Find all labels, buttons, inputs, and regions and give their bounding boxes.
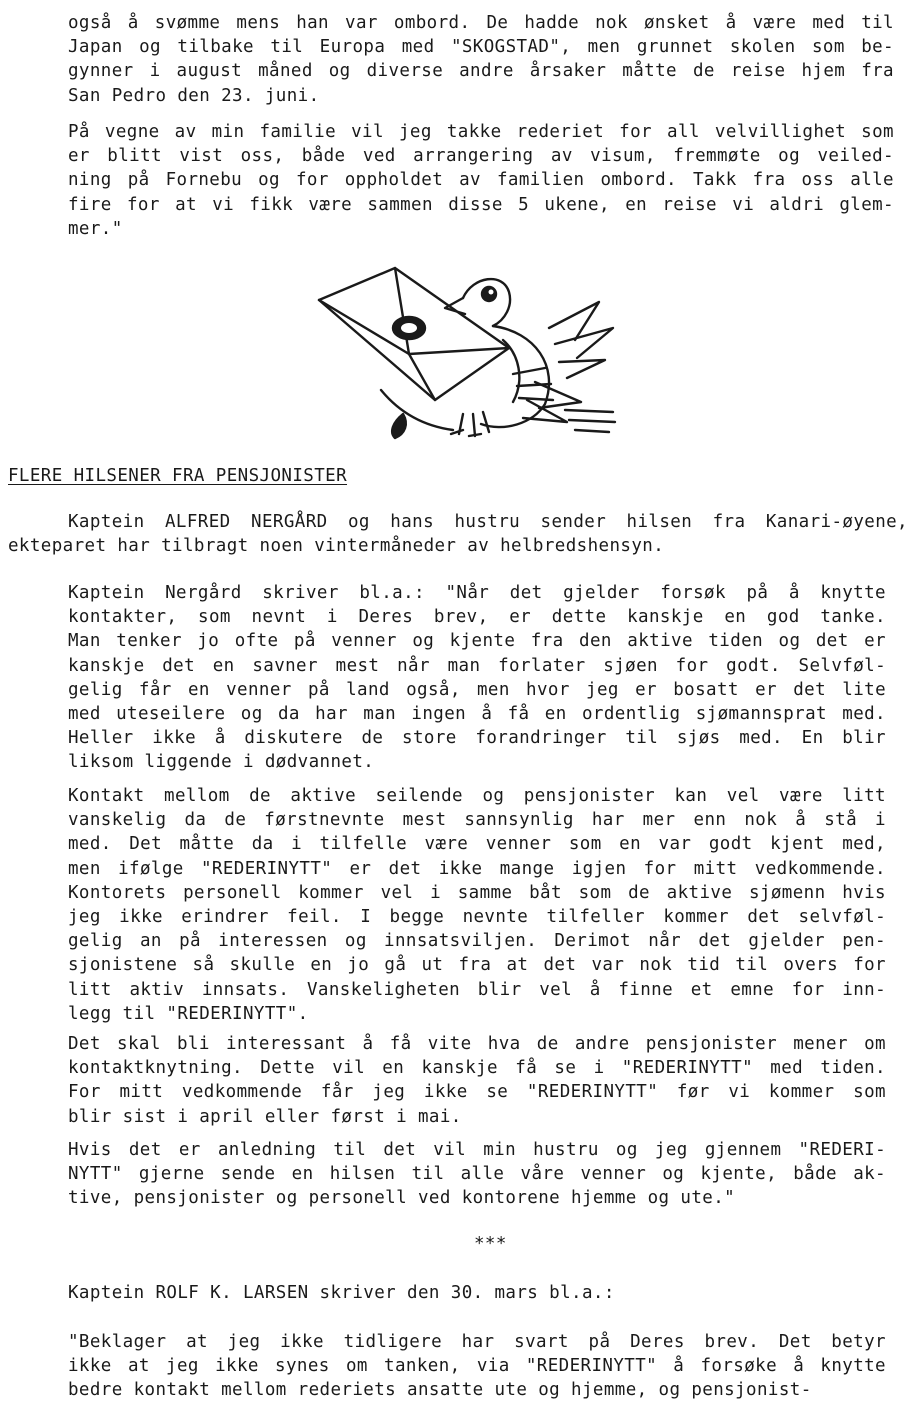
text-line: vanskelig da de førstnevnte mest sannsynlig har mer enn nok å stå i [68, 810, 886, 831]
paragraph-nergard-quote-4 [68, 1138, 886, 1211]
text-line: Hvis det er anledning til det vil min hustru og jeg gjennem "REDERI- [68, 1140, 886, 1160]
bird-with-envelope-icon [313, 262, 625, 442]
text-line: gynner i august måned og diverse andre årsaker måtte de reise hjem fra [68, 61, 894, 82]
text-line: Kontorets personell kommer vel i samme båt som de aktive sjømenn hvis [68, 882, 886, 903]
text-line: også å svømme mens han var ombord. De hadde nok ønsket å være med til [68, 13, 894, 33]
text-line: jeg ikke erindrer feil. I begge nevnte tilfeller kommer det selvføl- [68, 906, 886, 927]
section-heading: FLERE HILSENER FRA PENSJONISTER [8, 466, 348, 486]
text-line: Kaptein ROLF K. LARSEN skriver den 30. mars bl.a.: [68, 1283, 615, 1303]
text-line: er blitt vist oss, både ved arrangering av visum, fremmøte og veiled- [68, 146, 894, 167]
text-line: San Pedro den 23. juni. [68, 85, 320, 106]
text-line: bedre kontakt mellom rederiets ansatte ute og hjemme, og pensjonist- [68, 1380, 812, 1401]
text-line: Man tenker jo ofte på venner og kjente fra den aktive tiden og det er [68, 631, 886, 652]
text-line: Det skal bli interessant å få vite hva de andre pensjonister mener om [68, 1034, 886, 1054]
text-line: Kaptein ALFRED NERGÅRD og hans hustru sender hilsen fra Kanari-øyene, [68, 512, 908, 532]
text-line: gelig an på interessen og innsatsviljen. Derimot når det gjelder pen- [68, 931, 886, 952]
text-line: Kontakt mellom de aktive seilende og pensjonister kan vel være litt [68, 786, 886, 806]
paragraph-family-trip [68, 11, 894, 108]
paragraph-nergard-intro [8, 510, 908, 558]
text-line: kontakter, som nevnt i Deres brev, er dette kanskje en god tanke. [68, 607, 886, 628]
text-line: tive, pensjonister og personell ved kontorene hjemme og ute." [68, 1188, 736, 1209]
text-line: Heller ikke å diskutere de store forandringer til sjøs med. En blir [68, 728, 886, 749]
text-line: ning på Fornebu og for oppholdet av familien ombord. Takk fra oss alle [68, 170, 894, 191]
text-line: med. Det måtte da i tilfelle være venner som en var godt kjent med, [68, 834, 886, 855]
text-line: men ifølge "REDERINYTT" er det ikke mange igjen for mitt vedkommende. [68, 858, 886, 879]
text-line: kontaktknytning. Dette vil en kanskje få se i "REDERINYTT" med tiden. [68, 1058, 886, 1079]
text-line: sjonistene så skulle en jo gå ut fra at det var nok tid til overs for [68, 955, 886, 976]
text-line: Japan og tilbake til Europa med "SKOGSTAD", men grunnet skolen som be- [68, 37, 894, 58]
paragraph-larsen-quote [68, 1330, 886, 1403]
paragraph-nergard-quote-3 [68, 1032, 886, 1129]
text-line: gelig får en venner på land også, men hvor jeg er bosatt er det lite [68, 679, 886, 700]
text-line: blir sist i april eller først i mai. [68, 1106, 462, 1127]
paragraph-nergard-quote-2 [68, 784, 886, 1026]
text-line: "Beklager at jeg ikke tidligere har svart på Deres brev. Det betyr [68, 1332, 886, 1352]
paragraph-nergard-quote-1 [68, 581, 886, 775]
text-line: med uteseilere og da har man ingen å få en ordentlig sjømannsprat med. [68, 703, 886, 724]
section-separator: *** [474, 1234, 507, 1254]
text-line: ekteparet har tilbragt noen vintermåneder av helbredshensyn. [8, 536, 665, 557]
text-line: litt aktiv innsats. Vanskeligheten blir vel å finne et emne for inn- [68, 979, 886, 1000]
paragraph-larsen-intro [68, 1281, 615, 1305]
text-line: kanskje det en savner mest når man forlater sjøen for godt. Selvføl- [68, 655, 886, 676]
text-line: Kaptein Nergård skriver bl.a.: "Når det gjelder forsøk på å knytte [68, 583, 886, 603]
text-line: ikke at jeg ikke synes om tanken, via "REDERINYTT" å forsøke å knytte [68, 1356, 886, 1377]
text-line: legg til "REDERINYTT". [68, 1003, 309, 1024]
text-line: liksom liggende i dødvannet. [68, 752, 375, 773]
text-line: NYTT" gjerne sende en hilsen til alle våre venner og kjente, både ak- [68, 1164, 886, 1185]
text-line: mer." [68, 218, 123, 239]
text-line: På vegne av min familie vil jeg takke rederiet for all velvillighet som [68, 122, 894, 142]
text-line: For mitt vedkommende får jeg ikke se "REDERINYTT" før vi kommer som [68, 1082, 886, 1103]
text-line: fire for at vi fikk være sammen disse 5 ukene, en reise vi aldri glem- [68, 194, 894, 215]
paragraph-thanks [68, 120, 894, 241]
